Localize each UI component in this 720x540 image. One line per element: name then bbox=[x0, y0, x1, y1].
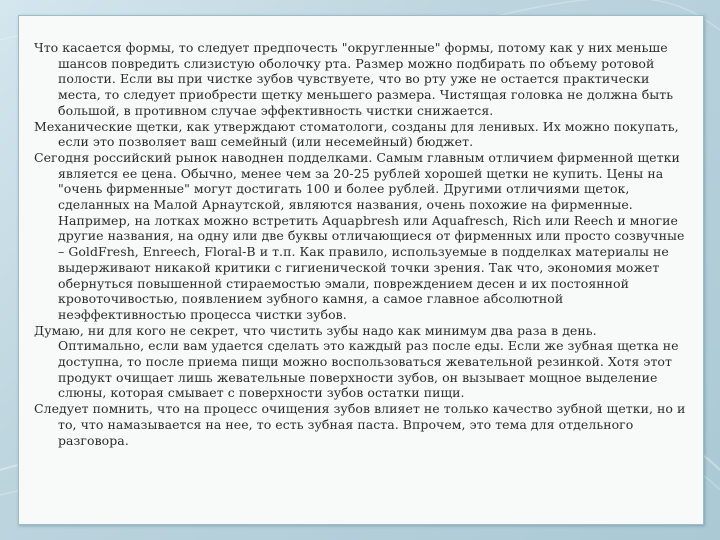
paragraph-mechanical-brushes: Механические щетки, как утверждают стоматологи, созданы для ленивых. Их можно покупать, если это позволяет ваш семейный (или несемейный) бюджет. bbox=[34, 118, 679, 150]
paragraph-brushing-frequency: Думаю, ни для кого не секрет, что чистить зубы надо как минимум два раза в день. Оптимально, если вам удается сделать это каждый раз после еды. Если же зубная щетка не доступна, то после приема пищи можно воспользоваться жевательной резинкой. Хотя этот продукт очищает лишь жевательные поверхности зубов, он вызывает мощное выделение слюны, которая смывает с поверхности зубов остатки пищи. bbox=[34, 322, 679, 401]
paragraph-toothpaste: Следует помнить, что на процесс очищения зубов влияет не только качество зубной щетки, но и то, что намазывается на нее, то есть зубная паста. Впрочем, это тема для отдельного разговора. bbox=[34, 401, 686, 448]
slide-text-body bbox=[34, 40, 686, 448]
paragraph-counterfeits: Сегодня российский рынок наводнен подделками. Самым главным отличием фирменной щетки является ее цена. Обычно, менее чем за 20-25 рублей хорошей щетки не купить. Цены на "очень фирменные" могут достигать 100 и более рублей. Другими отличиями щеток, сделанных на Малой Арнаутской, являются названия, очень похожие на фирменные. Например, на лотках можно встретить Aquapbresh или Aquafresch, Rich или Reech и многие другие названия, на одну или две буквы отличающиеся от фирменных или просто созвучные – GoldFresh, Enreech, Floral-B и т.п. Как правило, используемые в подделках материалы не выдерживают никакой критики с гигиенической точки зрения. Так что, экономия может обернуться повышенной стираемостью эмали, повреждением десен и их постоянной кровоточивостью, появлением зубного камня, а самое главное абсолютной неэффективностью процесса чистки зубов. bbox=[34, 149, 685, 322]
paragraph-shape: Что касается формы, то следует предпочесть "округленные" формы, потому как у них меньше шансов повредить слизистую оболочку рта. Размер можно подбирать по объему ротовой полости. Если вы при чистке зубов чувствуете, что во рту уже не остается практически места, то следует приобрести щетку меньшего размера. Чистящая головка не должна быть большой, в противном случае эффективность чистки снижается. bbox=[34, 40, 674, 118]
